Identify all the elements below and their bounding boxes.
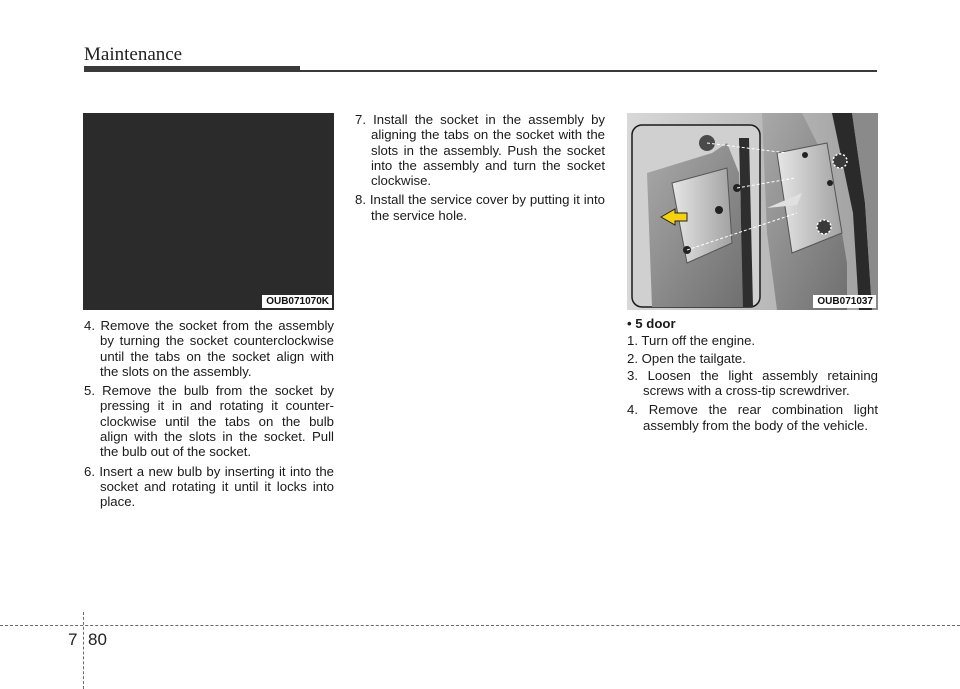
step-item: 4. Remove the socket from the assembly by turning the socket counterclockwise until the tabs on the socket align with the slots on the assembly. <box>84 318 334 379</box>
step-item: 1. Turn off the engine. <box>627 333 756 349</box>
figure-code: OUB071037 <box>813 295 876 308</box>
column-2-text <box>355 112 605 227</box>
figure-rear-light-assembly <box>627 113 878 310</box>
rear-light-illustration <box>627 113 878 310</box>
figure-code: OUB071070K <box>262 295 332 308</box>
header-rule-thin <box>300 70 877 72</box>
step-item: 2. Open the tailgate. <box>627 350 746 366</box>
step-item: 5. Remove the bulb from the socket by pressing it in and rotating it counter-clockwise until the tabs on the bulb align with the slots in the socket. Pull the bulb out of the socket. <box>84 383 334 460</box>
header-rule-thick <box>84 66 300 72</box>
step-item: 8. Install the service cover by putting it into the service hole. <box>355 192 605 223</box>
step-item: 3. Loosen the light assembly retaining screws with a cross-tip screwdriver. <box>627 367 878 399</box>
subheading-5-door: • 5 door <box>627 316 676 331</box>
column-3-text <box>627 316 878 437</box>
page-number: 80 <box>88 630 107 649</box>
column-1-text <box>84 318 334 514</box>
footer-divider-vertical <box>83 612 84 689</box>
step-item: 7. Install the socket in the assembly by aligning the tabs on the socket with the slots in the assembly. Push the socket into the assembly and turn the socket clockwise. <box>355 112 605 189</box>
footer-divider <box>0 625 960 626</box>
step-item: 6. Insert a new bulb by inserting it into the socket and rotating it until it locks into place. <box>84 463 334 510</box>
figure-socket-removal <box>83 113 334 310</box>
step-item: 4. Remove the rear combination light assembly from the body of the vehicle. <box>627 402 878 433</box>
section-title: Maintenance <box>84 44 183 65</box>
chapter-number: 7 <box>68 630 78 649</box>
